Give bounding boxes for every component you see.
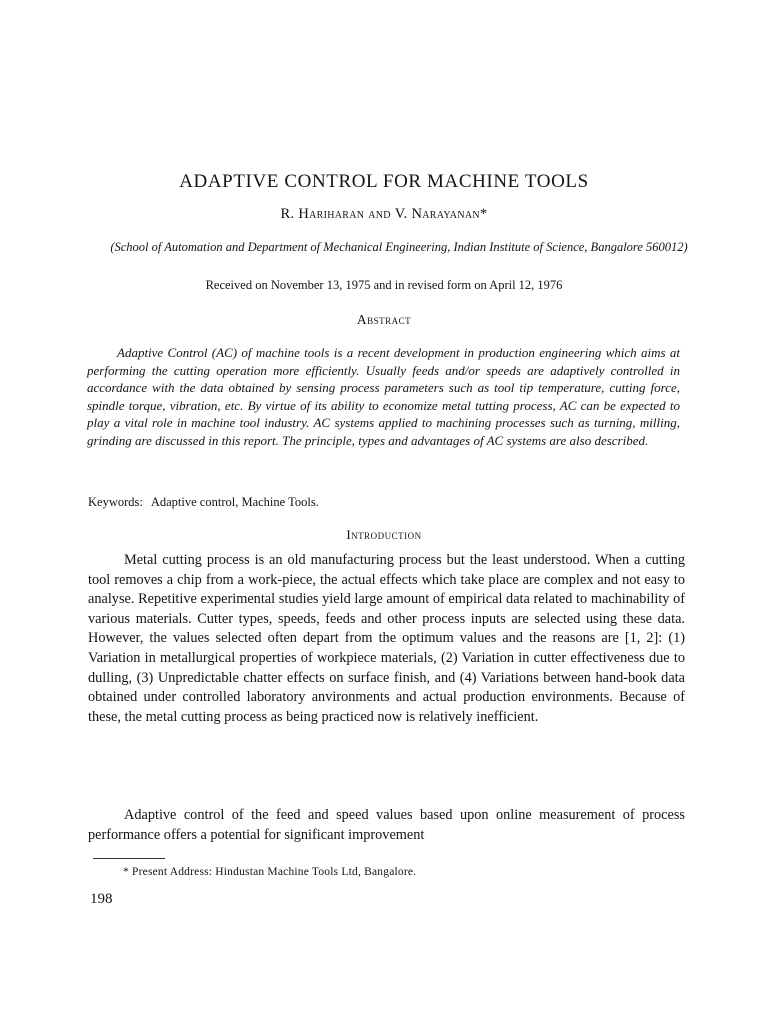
introduction-heading: Introduction xyxy=(346,527,422,542)
keywords-value: Adaptive control, Machine Tools. xyxy=(150,495,319,509)
paper-title: ADAPTIVE CONTROL FOR MACHINE TOOLS xyxy=(179,171,589,192)
introduction-paragraph-1: Metal cutting process is an old manufacturing process but the least understood. When a cutting tool removes a chip from a work-piece, the actual effects which take place are complex and not easy to analyse. Repetitive experimental studies yield large amount of empirical data related to machinability of various materials. Cutter types, speeds, feeds and other process inputs are selected using these data. However, the values selected often depart from the optimum values and the reasons are [1, 2]: (1) Variation in metallurgical properties of workpiece materials, (2) Variation in cutter effectiveness due to dulling, (3) Unpredictable chatter effects on surface finish, and (4) Variations between hand-book data obtained under controlled laboratory anvironments and actual production environments. Because of these, the metal cutting process as being practiced now is relatively inefficient. xyxy=(88,552,685,725)
paper-affiliation: (School of Automation and Department of Mechanical Engineering, Indian Institute of Science, Bangalore 560012) xyxy=(110,240,688,254)
keywords xyxy=(88,495,319,510)
author-2-name: Narayanan* xyxy=(411,206,488,222)
author-2-initial: V. xyxy=(394,206,412,222)
abstract-heading: Abstract xyxy=(356,312,412,327)
footnote-divider xyxy=(93,858,165,859)
introduction-paragraph-2: Adaptive control of the feed and speed values based upon online measurement of process performance offers a potential for significant improvement xyxy=(88,807,685,843)
received-date: Received on November 13, 1975 and in revised form on April 12, 1976 xyxy=(205,278,563,292)
paper-authors xyxy=(0,206,768,223)
author-1-name: Hariharan xyxy=(298,206,365,222)
author-conjunction: and xyxy=(364,206,395,222)
footnote: * Present Address: Hindustan Machine Tools Ltd, Bangalore. xyxy=(123,866,417,878)
author-1-initial: R. xyxy=(280,206,299,222)
abstract-text: Adaptive Control (AC) of machine tools is a recent development in production engineering which aims at performing the cutting operation more efficiently. Usually feeds and/or speeds are adaptively controlled in accordance with the data obtained by sensing process parameters such as tool tip temperature, cutting force, spindle torque, vibration, etc. By virtue of its ability to economize metal tutting process, AC can be expected to play a vital role in machine tool industry. AC systems applied to machining processes such as turning, milling, grinding are discussed in this report. The principle, types and advantages of AC systems are also described. xyxy=(87,345,680,448)
keywords-label: Keywords: xyxy=(88,495,143,509)
page-number: 198 xyxy=(90,891,113,907)
